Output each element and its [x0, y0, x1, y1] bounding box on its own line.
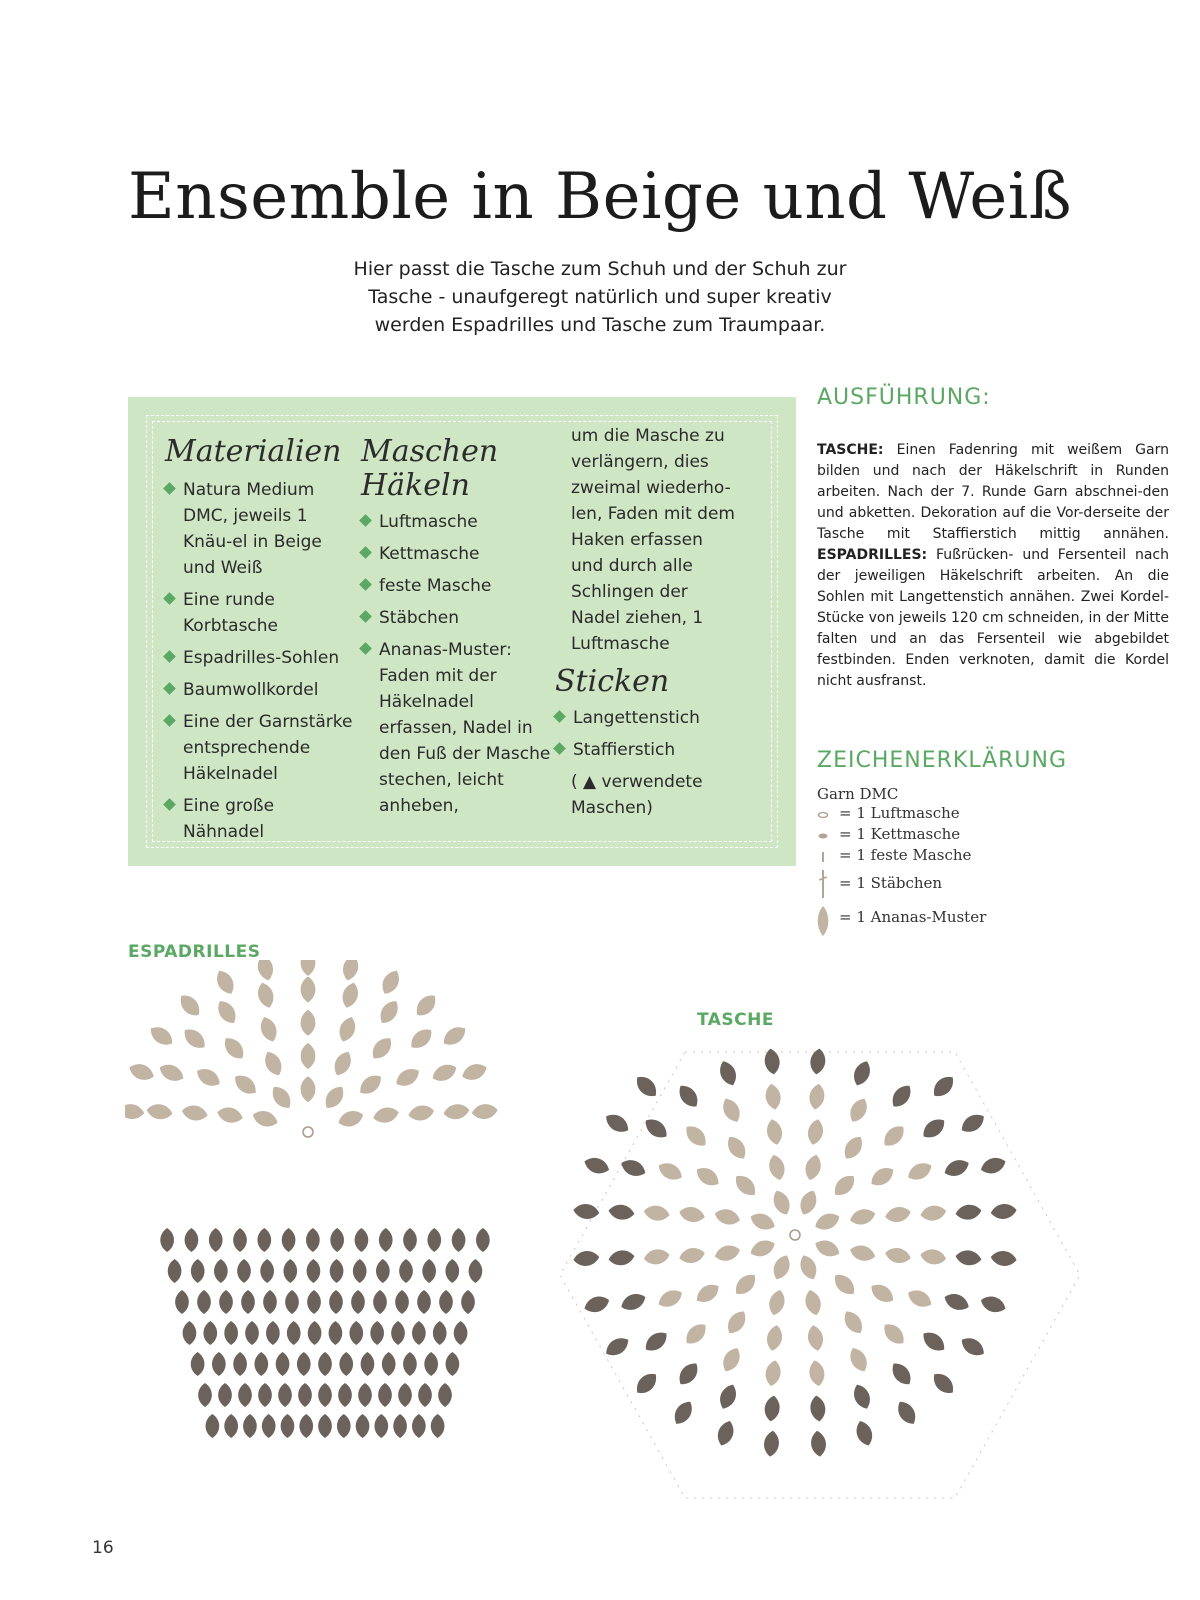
pineapple-stitch-symbol — [260, 1259, 274, 1283]
pineapple-stitch-symbol — [268, 1083, 295, 1113]
pineapple-stitch-symbol — [884, 1246, 912, 1266]
pineapple-stitch-symbol — [213, 967, 238, 997]
tasche-label: TASCHE — [697, 1010, 774, 1030]
pineapple-stitch-symbol — [233, 1228, 247, 1252]
crochet-heading: Häkeln — [361, 468, 470, 503]
pineapple-stitch-symbol — [693, 1280, 723, 1307]
tasche-text: Einen Fadenring mit weißem Garn bilden und nach der Häkelschrift in Runden arbeiten. Nach der 7. Runde Garn abschnei-den und abketten. Dekoration auf die Vor-derseite der Tasche mit Staffierstich mittig annähen. — [817, 442, 1169, 542]
pineapple-stitch-symbol — [808, 1359, 827, 1387]
pineapple-stitch-symbol — [301, 1043, 316, 1069]
pineapple-stitch-symbol — [678, 1246, 706, 1266]
pineapple-stitch-symbol — [846, 1095, 871, 1125]
materials-item: Espadrilles-Sohlen — [165, 645, 355, 671]
pineapple-stitch-symbol — [146, 1103, 174, 1121]
pineapple-stitch-symbol — [641, 1115, 671, 1143]
pineapple-stitch-symbol — [682, 1122, 711, 1151]
pineapple-stitch-symbol — [469, 1259, 483, 1283]
pineapple-stitch-symbol — [476, 1228, 490, 1252]
pineapple-stitch-symbol — [678, 1205, 706, 1225]
page-number: 16 — [92, 1538, 114, 1558]
pineapple-stitch-symbol — [471, 1103, 499, 1121]
materials-item: Eine runde Korbtasche — [165, 587, 355, 639]
pineapple-stitch-symbol — [224, 1321, 238, 1345]
pineapple-stitch-symbol — [403, 1228, 417, 1252]
pineapple-stitch-symbol — [329, 1321, 343, 1345]
pineapple-stitch-symbol — [330, 1259, 344, 1283]
pineapple-stitch-symbol — [340, 960, 361, 982]
pineapple-stitch-symbol — [330, 1228, 344, 1252]
pineapple-stitch-symbol — [602, 1334, 632, 1360]
pineapple-stitch-symbol — [251, 1108, 280, 1130]
pineapple-stitch-symbol — [321, 1083, 348, 1113]
pineapple-stitch-symbol — [257, 1228, 271, 1252]
pineapple-stitch-symbol — [358, 1383, 372, 1407]
legend-row: = 1 Luftmasche — [817, 803, 986, 824]
legend-row: = 1 Ananas-Muster — [817, 900, 986, 940]
pineapple-stitch-symbol — [955, 1203, 983, 1221]
pineapple-stitch-symbol — [765, 1324, 785, 1352]
pineapple-stitch-symbol — [454, 1321, 468, 1345]
pineapple-stitch-symbol — [160, 1228, 174, 1252]
pineapple-stitch-symbol — [219, 1290, 233, 1314]
pineapple-stitch-symbol — [157, 1061, 187, 1085]
pineapple-stitch-symbol — [185, 1228, 199, 1252]
pineapple-stitch-symbol — [763, 1430, 781, 1457]
pineapple-stitch-symbol — [812, 1237, 842, 1261]
pineapple-stitch-symbol — [374, 1414, 388, 1438]
pineapple-stitch-symbol — [301, 1076, 316, 1102]
pineapple-stitch-symbol — [238, 1383, 252, 1407]
pineapple-stitch-symbol — [306, 1228, 320, 1252]
pineapple-stitch-symbol — [353, 1259, 367, 1283]
pineapple-stitch-symbol — [307, 1259, 321, 1283]
pineapple-stitch-symbol — [806, 1324, 826, 1352]
pineapple-stitch-symbol — [197, 1290, 211, 1314]
pineapple-stitch-symbol — [407, 1103, 435, 1122]
pineapple-stitch-symbol — [393, 1064, 423, 1090]
pineapple-stitch-symbol — [336, 1108, 365, 1130]
pineapple-stitch-symbol — [212, 1352, 226, 1376]
pineapple-stitch-symbol — [655, 1159, 685, 1184]
pineapple-stitch-symbol — [231, 1071, 261, 1099]
pineapple-stitch-symbol — [180, 1025, 209, 1053]
pineapple-stitch-symbol — [168, 1259, 182, 1283]
pineapple-stitch-symbol — [391, 1321, 405, 1345]
pineapple-stitch-symbol — [618, 1156, 648, 1180]
pineapple-stitch-symbol — [418, 1383, 432, 1407]
pineapple-stitch-symbol — [461, 1290, 475, 1314]
materials-item: Baumwollkordel — [165, 677, 355, 703]
stitches-heading: Maschen — [361, 434, 499, 469]
pineapple-stitch-symbol — [220, 1034, 248, 1063]
pineapple-stitch-symbol — [218, 1383, 232, 1407]
pineapple-stitch-symbol — [716, 1058, 740, 1088]
embroidery-item: Staffierstich — [555, 737, 735, 763]
pineapple-stitch-symbol — [422, 1259, 436, 1283]
pineapple-stitch-symbol — [682, 1320, 711, 1349]
pineapple-stitch-symbol — [127, 1060, 157, 1083]
pineapple-stitch-symbol — [905, 1286, 935, 1311]
execution-text — [817, 440, 1169, 692]
pineapple-stitch-symbol — [372, 1105, 401, 1125]
pineapple-stitch-symbol — [237, 1259, 251, 1283]
pineapple-stitch-symbol — [765, 1118, 785, 1146]
pineapple-stitch-symbol — [840, 1307, 867, 1337]
pineapple-stitch-symbol — [338, 1383, 352, 1407]
materials-item: Natura Medium DMC, jeweils 1 Knäu-el in Beige und Weiß — [165, 477, 355, 581]
pineapple-stitch-symbol — [809, 1048, 827, 1076]
pineapple-stitch-symbol — [797, 1188, 821, 1218]
single-crochet-icon — [817, 845, 833, 866]
pineapple-stitch-symbol — [713, 1243, 742, 1264]
pineapple-stitch-symbol — [255, 960, 276, 982]
tasche-hexagon-chart — [550, 1040, 1090, 1510]
pineapple-stitch-symbol — [803, 1153, 824, 1182]
pineapple-stitch-symbol — [942, 1156, 972, 1180]
pineapple-stitch-symbol — [407, 1025, 436, 1053]
pineapple-stitch-symbol — [748, 1210, 778, 1234]
pineapple-stitch-symbol — [731, 1270, 760, 1299]
pineapple-stitch-symbol — [373, 1290, 387, 1314]
pineapple-stitch-symbol — [853, 1418, 876, 1447]
pineapple-stitch-symbol — [632, 1072, 661, 1101]
pineapple-stitch-symbol — [282, 1228, 296, 1252]
pineapple-stitch-symbol — [255, 981, 277, 1010]
pineapple-stitch-symbol — [433, 1321, 447, 1345]
pineapple-stitch-symbol — [368, 1034, 396, 1063]
pineapple-stitch-symbol — [379, 1228, 393, 1252]
pineapple-stitch-symbol — [206, 1414, 220, 1438]
pineapple-stitch-symbol — [582, 1293, 611, 1316]
pineapple-stitch-symbol — [803, 1288, 824, 1317]
pineapple-stitch-symbol — [376, 1259, 390, 1283]
pineapple-stitch-symbol — [412, 1414, 426, 1438]
legend-row: = 1 Stäbchen — [817, 866, 986, 900]
pineapple-stitch-symbol — [714, 1418, 737, 1447]
pineapple-stitch-symbol — [978, 1293, 1007, 1316]
pineapple-stitch-symbol — [675, 1359, 703, 1389]
pineapple-stitch-symbol — [770, 1188, 794, 1218]
pineapple-stitch-symbol — [287, 1321, 301, 1345]
intro-line: Tasche - unaufgeregt natürlich und super kreativ — [368, 286, 832, 308]
pineapple-stitch-symbol — [764, 1083, 783, 1111]
pineapple-stitch-symbol — [919, 1248, 947, 1267]
pineapple-stitch-symbol — [382, 1352, 396, 1376]
pineapple-stitch-symbol — [809, 1395, 827, 1423]
espadrilles-label: ESPADRILLES — [128, 942, 261, 962]
pineapple-stitch-symbol — [254, 1352, 268, 1376]
pineapple-stitch-symbol — [276, 1352, 290, 1376]
stitch-item: Kettmasche — [361, 541, 551, 567]
pineapple-stitch-symbol — [378, 1383, 392, 1407]
pineapple-stitch-symbol — [318, 1414, 332, 1438]
pineapple-stitch-symbol — [830, 1171, 859, 1200]
pineapple-stitch-symbol — [884, 1205, 912, 1225]
pineapple-stitch-symbol — [582, 1154, 611, 1177]
pineapple-stitch-symbol — [958, 1334, 988, 1360]
espadrilles-text: Fußrücken- und Fersenteil nach der jeweiligen Häkelschrift arbeiten. An die Sohlen mit Langettenstich annähen. Zwei Kordel-Stücke von jeweils 120 cm schneiden, in der Mitte falten und an das Fersenteil wie abgebildet festbinden. Enden verknoten, damit die Kordel nicht ausfranst. — [817, 547, 1169, 689]
pineapple-stitch-symbol — [214, 997, 241, 1027]
pineapple-stitch-symbol — [430, 1061, 460, 1085]
pineapple-stitch-symbol — [888, 1359, 916, 1389]
pineapple-stitch-symbol — [376, 997, 403, 1027]
pineapple-stitch-symbol — [285, 1290, 299, 1314]
pineapple-stitch-symbol — [193, 1064, 223, 1090]
pineapple-stitch-symbol — [298, 1383, 312, 1407]
pineapple-stitch-symbol — [349, 1321, 363, 1345]
pineapple-stitch-symbol — [301, 960, 316, 976]
pineapple-stitch-symbol — [417, 1290, 431, 1314]
intro-line: werden Espadrilles und Tasche zum Traumpaar. — [374, 314, 826, 336]
pineapple-stitch-symbol — [990, 1203, 1017, 1221]
pineapple-stitch-symbol — [632, 1369, 661, 1398]
pineapple-stitch-symbol — [125, 1103, 145, 1121]
pineapple-stitch-symbol — [770, 1252, 794, 1282]
pineapple-stitch-symbol — [378, 967, 403, 997]
pineapple-stitch-symbol — [955, 1249, 983, 1267]
pineapple-stitch-symbol — [763, 1395, 781, 1423]
pineapple-stitch-symbol — [894, 1398, 920, 1428]
pineapple-stitch-symbol — [191, 1352, 205, 1376]
pineapple-stitch-symbol — [176, 991, 204, 1020]
pineapple-stitch-symbol — [850, 1058, 874, 1088]
pineapple-stitch-symbol — [245, 1321, 259, 1345]
pineapple-stitch-icon — [817, 900, 833, 940]
materials-column — [165, 435, 355, 851]
pineapple-stitch-symbol — [440, 1022, 470, 1049]
pineapple-stitch-symbol — [356, 1071, 386, 1099]
pineapple-stitch-symbol — [880, 1122, 909, 1151]
pineapple-stitch-symbol — [175, 1290, 189, 1314]
pineapple-stitch-symbol — [424, 1352, 438, 1376]
pineapple-stitch-symbol — [370, 1321, 384, 1345]
materials-heading: Materialien — [165, 434, 342, 469]
pineapple-stitch-symbol — [641, 1328, 671, 1356]
materials-item: Eine große Nähnadel — [165, 793, 355, 845]
pineapple-stitch-symbol — [942, 1290, 972, 1314]
intro-text — [300, 255, 900, 339]
materials-box — [128, 397, 796, 866]
pineapple-stitch-symbol — [766, 1288, 787, 1317]
intro-line: Hier passt die Tasche zum Schuh und der Schuh zur — [353, 258, 847, 280]
pineapple-stitch-symbol — [308, 1321, 322, 1345]
espadrilles-label: ESPADRILLES: — [817, 547, 928, 563]
pineapple-stitch-symbol — [766, 1153, 787, 1182]
pineapple-stitch-symbol — [399, 1259, 413, 1283]
pineapple-stitch-symbol — [443, 1103, 471, 1121]
pineapple-stitch-symbol — [439, 1290, 453, 1314]
legend-title: Garn DMC — [817, 785, 899, 803]
pineapple-stitch-symbol — [393, 1414, 407, 1438]
pineapple-stitch-symbol — [848, 1206, 877, 1227]
pineapple-stitch-symbol — [351, 1290, 365, 1314]
pineapple-stitch-symbol — [214, 1259, 228, 1283]
pineapple-stitch-symbol — [867, 1280, 897, 1307]
pineapple-stitch-symbol — [830, 1270, 859, 1299]
legend — [817, 785, 986, 940]
materials-item: Eine der Garnstärke entsprechende Häkelnadel — [165, 709, 355, 787]
pineapple-stitch-symbol — [797, 1252, 821, 1282]
pineapple-stitch-symbol — [880, 1320, 909, 1349]
pineapple-stitch-symbol — [846, 1345, 871, 1375]
pineapple-stitch-symbol — [301, 1010, 316, 1036]
pineapple-stitch-symbol — [336, 1015, 359, 1045]
pineapple-stitch-symbol — [427, 1228, 441, 1252]
pineapple-stitch-symbol — [412, 991, 440, 1020]
page-title: Ensemble in Beige und Weiß — [128, 160, 1072, 234]
pineapple-stitch-symbol — [191, 1259, 205, 1283]
pineapple-stitch-symbol — [958, 1110, 988, 1136]
pineapple-stitch-symbol — [848, 1243, 877, 1264]
pineapple-stitch-symbol — [723, 1133, 750, 1163]
pineapple-stitch-symbol — [339, 1352, 353, 1376]
stitches-continued-column — [555, 423, 735, 821]
pineapple-stitch-symbol — [403, 1352, 417, 1376]
stitch-item: Stäbchen — [361, 605, 551, 631]
pineapple-stitch-symbol — [693, 1163, 723, 1190]
pineapple-stitch-symbol — [209, 1228, 223, 1252]
stitch-item: Ananas-Muster: Faden mit der Häkelnadel erfassen, Nadel in den Fuß der Masche stechen, leicht anheben, — [361, 637, 551, 819]
stitch-item: feste Masche — [361, 573, 551, 599]
pineapple-stitch-symbol — [608, 1203, 636, 1221]
pineapple-stitch-symbol — [808, 1083, 827, 1111]
pineapple-stitch-symbol — [929, 1072, 958, 1101]
pineapple-stitch-symbol — [655, 1286, 685, 1311]
pineapple-stitch-symbol — [446, 1352, 460, 1376]
pineapple-stitch-symbol — [283, 1259, 297, 1283]
pineapple-stitch-symbol — [806, 1118, 826, 1146]
pineapple-stitch-symbol — [888, 1081, 916, 1111]
pineapple-stitch-symbol — [764, 1359, 783, 1387]
pineapple-stitch-symbol — [438, 1383, 452, 1407]
pineapple-stitch-symbol — [356, 1414, 370, 1438]
embroidery-note: ( ▲ verwendete Maschen) — [571, 772, 703, 818]
pineapple-stitch-symbol — [723, 1307, 750, 1337]
pineapple-stitch-symbol — [608, 1249, 636, 1267]
pineapple-stitch-symbol — [675, 1081, 703, 1111]
pineapple-stitch-symbol — [198, 1383, 212, 1407]
pineapple-stitch-symbol — [258, 1383, 272, 1407]
pineapple-stitch-symbol — [281, 1414, 295, 1438]
pineapple-stitch-symbol — [990, 1250, 1017, 1268]
pineapple-stitch-symbol — [307, 1290, 321, 1314]
pineapple-stitch-symbol — [147, 1022, 177, 1049]
pineapple-stitch-symbol — [318, 1383, 332, 1407]
pineapple-stitch-symbol — [748, 1237, 778, 1261]
pineapple-stitch-symbol — [670, 1398, 696, 1428]
pineapple-stitch-symbol — [318, 1352, 332, 1376]
pineapple-stitch-symbol — [395, 1290, 409, 1314]
pineapple-stitch-symbol — [445, 1259, 459, 1283]
stitches-column — [361, 435, 551, 825]
pineapple-stitch-symbol — [713, 1206, 742, 1227]
execution-heading: AUSFÜHRUNG: — [817, 385, 991, 410]
pineapple-stitch-symbol — [278, 1383, 292, 1407]
pineapple-stitch-symbol — [203, 1321, 217, 1345]
pineapple-stitch-symbol — [719, 1095, 744, 1125]
pineapple-stitch-symbol — [329, 1290, 343, 1314]
pineapple-stitch-symbol — [299, 1414, 313, 1438]
pineapple-stitch-symbol — [337, 1414, 351, 1438]
pineapple-stitch-symbol — [297, 1352, 311, 1376]
pineapple-stitch-symbol — [330, 1049, 355, 1079]
pineapple-stitch-symbol — [731, 1171, 760, 1200]
pineapple-stitch-symbol — [573, 1203, 600, 1221]
pineapple-stitch-symbol — [618, 1290, 648, 1314]
pineapple-stitch-symbol — [339, 981, 361, 1010]
pineapple-stitch-symbol — [573, 1250, 600, 1268]
embroidery-heading: Sticken — [555, 664, 670, 699]
pineapple-stitch-symbol — [355, 1228, 369, 1252]
pineapple-stitch-symbol — [266, 1321, 280, 1345]
pineapple-stitch-symbol — [262, 1414, 276, 1438]
pineapple-stitch-symbol — [183, 1321, 197, 1345]
pineapple-stitch-symbol — [181, 1103, 209, 1122]
pineapple-stitch-symbol — [840, 1133, 867, 1163]
pineapple-stitch-symbol — [261, 1049, 286, 1079]
pineapple-stitch-symbol — [224, 1414, 238, 1438]
pineapple-stitch-symbol — [257, 1015, 280, 1045]
pineapple-stitch-symbol — [602, 1110, 632, 1136]
pineapple-stitch-symbol — [905, 1159, 935, 1184]
espadrilles-toe-chart — [125, 960, 525, 1170]
pineapple-stitch-symbol — [431, 1414, 445, 1438]
pineapple-stitch-symbol — [643, 1248, 671, 1267]
pineapple-stitch-symbol — [361, 1352, 375, 1376]
pineapple-stitch-symbol — [412, 1321, 426, 1345]
pineapple-stitch-symbol — [301, 977, 316, 1003]
double-crochet-icon — [817, 866, 833, 900]
embroidery-item: Langettenstich — [555, 705, 735, 731]
pineapple-stitch-symbol — [643, 1204, 671, 1223]
pineapple-stitch-symbol — [398, 1383, 412, 1407]
pineapple-stitch-symbol — [919, 1115, 949, 1143]
pineapple-stitch-symbol — [719, 1345, 744, 1375]
stitch-item: Luftmasche — [361, 509, 551, 535]
pineapple-stitch-symbol — [460, 1060, 490, 1083]
pineapple-stitch-symbol — [810, 1430, 828, 1457]
pineapple-stitch-symbol — [978, 1154, 1007, 1177]
pineapple-stitch-symbol — [241, 1290, 255, 1314]
pineapple-stitch-symbol — [867, 1163, 897, 1190]
pineapple-stitch-symbol — [216, 1105, 245, 1125]
chart-center-ring — [303, 1127, 313, 1137]
pineapple-stitch-symbol — [243, 1414, 257, 1438]
pineapple-stitch-symbol — [716, 1382, 740, 1412]
pineapple-stitch-symbol — [452, 1228, 466, 1252]
pineapple-stitch-symbol — [929, 1369, 958, 1398]
pineapple-stitch-symbol — [263, 1290, 277, 1314]
chart-center-ring — [790, 1230, 800, 1240]
pineapple-stitch-symbol — [919, 1204, 947, 1223]
tasche-label: TASCHE: — [817, 442, 884, 458]
pineapple-stitch-symbol — [812, 1210, 842, 1234]
pineapple-stitch-symbol — [850, 1382, 874, 1412]
pineapple-continuation: um die Masche zu verlängern, dies zweimal wiederho-len, Faden mit dem Haken erfassen und durch alle Schlingen der Nadel ziehen, 1 Luftmasche — [571, 426, 735, 654]
espadrilles-heel-chart — [125, 1220, 525, 1480]
legend-heading: ZEICHENERKLÄRUNG — [817, 748, 1068, 773]
chain-stitch-icon — [817, 803, 833, 824]
slip-stitch-icon — [817, 824, 833, 845]
legend-row: = 1 feste Masche — [817, 845, 986, 866]
pineapple-stitch-symbol — [919, 1328, 949, 1356]
legend-row: = 1 Kettmasche — [817, 824, 986, 845]
pineapple-stitch-symbol — [233, 1352, 247, 1376]
